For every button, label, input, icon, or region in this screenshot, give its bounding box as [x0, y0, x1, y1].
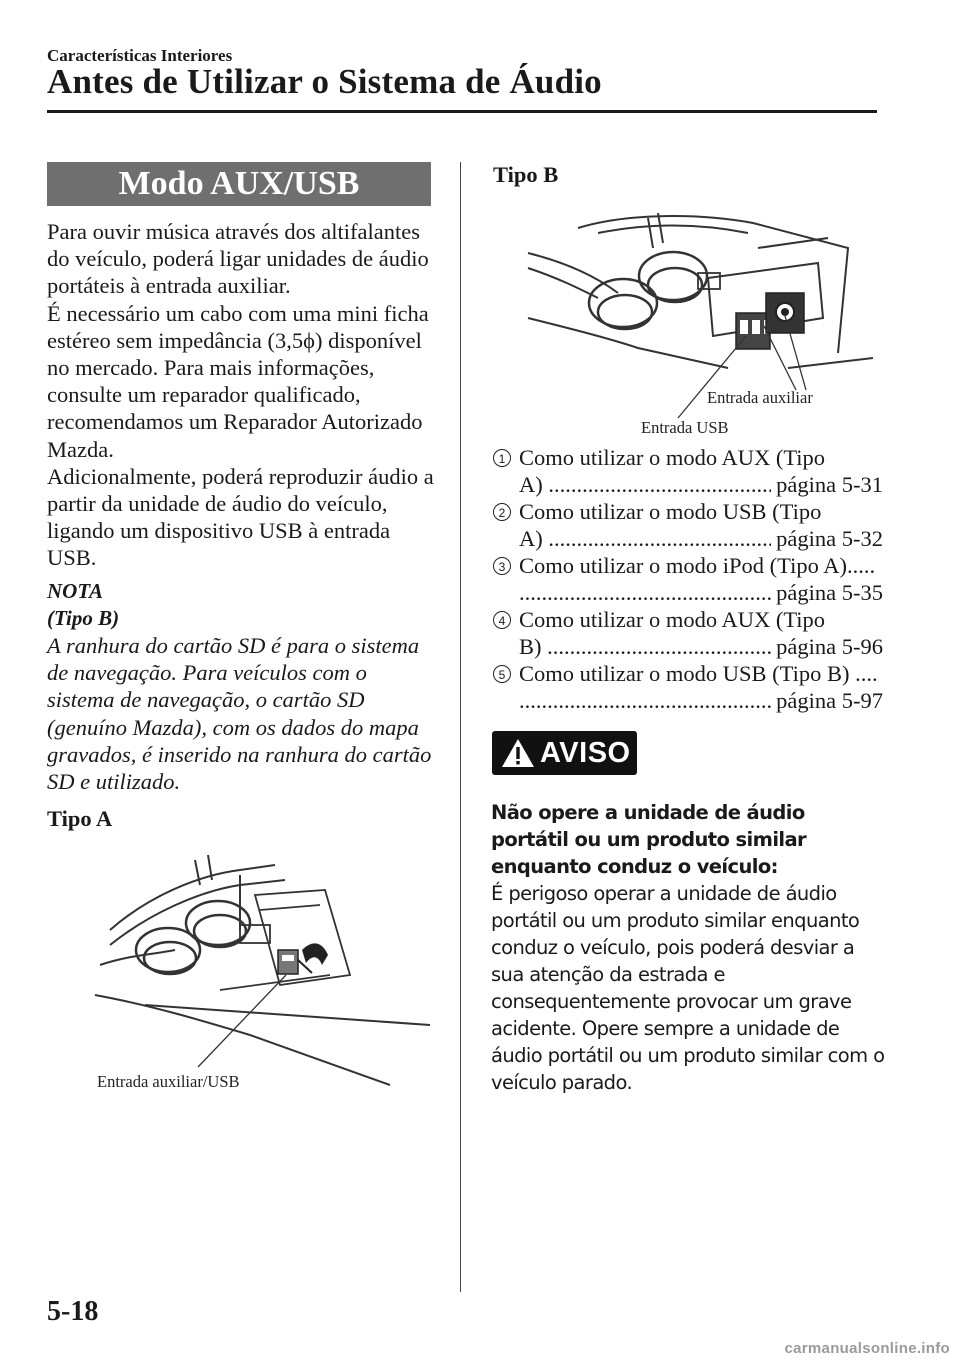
list-item — [493, 498, 883, 552]
item-line1: Como utilizar o modo AUX (Tipo — [519, 445, 826, 470]
tipo-a-label: Tipo A — [47, 806, 113, 831]
header-section-label: Características Interiores — [47, 46, 233, 65]
tipo-a-console-illustration — [90, 855, 430, 1095]
tipo-b-usb-callout-label: Entrada USB — [641, 418, 729, 437]
leader-dots — [519, 579, 771, 606]
warning-text: É perigoso operar a unidade de áudio portátil ou um produto similar enquanto conduz o veículo, pois poderá desviar a sua atenção da estrada e consequentemente provocar um grave acidente. Opere sempre a unidade de áudio portátil ou um produto similar com o veículo parado. — [491, 882, 885, 1094]
tipo-b-console-illustration — [528, 208, 878, 428]
item-line1: Como utilizar o modo USB (Tipo — [519, 499, 822, 524]
note-heading — [47, 578, 119, 632]
item-number-badge: 4 — [493, 611, 511, 629]
item-line1: Como utilizar o modo AUX (Tipo — [519, 607, 826, 632]
list-item — [493, 552, 883, 606]
leader-dots — [548, 525, 770, 552]
item-line1: Como utilizar o modo USB (Tipo B) .... — [519, 661, 878, 686]
tipo-b-aux-callout-label: Entrada auxiliar — [707, 388, 813, 407]
warning-label: AVISO — [540, 737, 631, 769]
item-page-ref: página 5-35 — [776, 580, 883, 605]
note-label: NOTA — [47, 579, 104, 603]
column-divider — [460, 162, 461, 1292]
intro-text — [47, 218, 437, 572]
note-text: A ranhura do cartão SD é para o sistema de navegação. Para veículos com o sistema de navegação, o cartão SD (genuíno Mazda), com os dados do mapa gravados, é inserido na ranhura do cartão SD e utilizado. — [47, 633, 432, 795]
list-item — [493, 606, 883, 660]
item-line1: Como utilizar o modo iPod (Tipo A)..... — [519, 553, 876, 578]
item-line2: A) — [519, 472, 543, 497]
list-item — [493, 444, 883, 498]
tipo-a-callout-label: Entrada auxiliar/USB — [97, 1072, 240, 1091]
intro-paragraph-3: Adicionalmente, poderá reproduzir áudio a partir da unidade de áudio do veículo, ligando um dispositivo USB à entrada USB. — [47, 463, 434, 571]
section-title-banner: Modo AUX/USB — [47, 162, 431, 206]
leader-dots — [519, 687, 771, 714]
reference-list — [493, 444, 883, 714]
warning-triangle-icon — [500, 736, 536, 770]
page-number: 5-18 — [47, 1296, 99, 1327]
watermark: carmanualsonline.info — [784, 1340, 950, 1357]
warning-title: Não opere a unidade de áudio portátil ou um produto similar enquanto conduz o veículo: — [491, 801, 807, 878]
intro-paragraph-2: É necessário um cabo com uma mini ficha estéreo sem impedância (3,5ϕ) disponível no mercado. Para mais informações, consulte um reparador qualificado, recomendamos um Reparador Autorizado Mazda. — [47, 300, 429, 462]
note-sublabel: (Tipo B) — [47, 606, 120, 630]
tipo-b-label: Tipo B — [493, 162, 559, 187]
item-number-badge: 1 — [493, 449, 511, 467]
item-page-ref: página 5-96 — [776, 634, 883, 659]
item-page-ref: página 5-32 — [776, 526, 883, 551]
page-title: Antes de Utilizar o Sistema de Áudio — [47, 62, 602, 101]
header-divider — [47, 110, 877, 113]
item-line2: A) — [519, 526, 543, 551]
intro-paragraph-1: Para ouvir música através dos altifalantes do veículo, poderá ligar unidades de áudio portáteis à entrada auxiliar. — [47, 219, 429, 299]
item-number-badge: 3 — [493, 557, 511, 575]
item-number-badge: 5 — [493, 665, 511, 683]
leader-dots — [548, 471, 770, 498]
list-item — [493, 660, 883, 714]
item-page-ref: página 5-31 — [776, 472, 883, 497]
leader-dots — [547, 633, 770, 660]
item-line2: B) — [519, 634, 542, 659]
item-page-ref: página 5-97 — [776, 688, 883, 713]
tipo-a-callout-line — [198, 975, 286, 1067]
item-number-badge: 2 — [493, 503, 511, 521]
